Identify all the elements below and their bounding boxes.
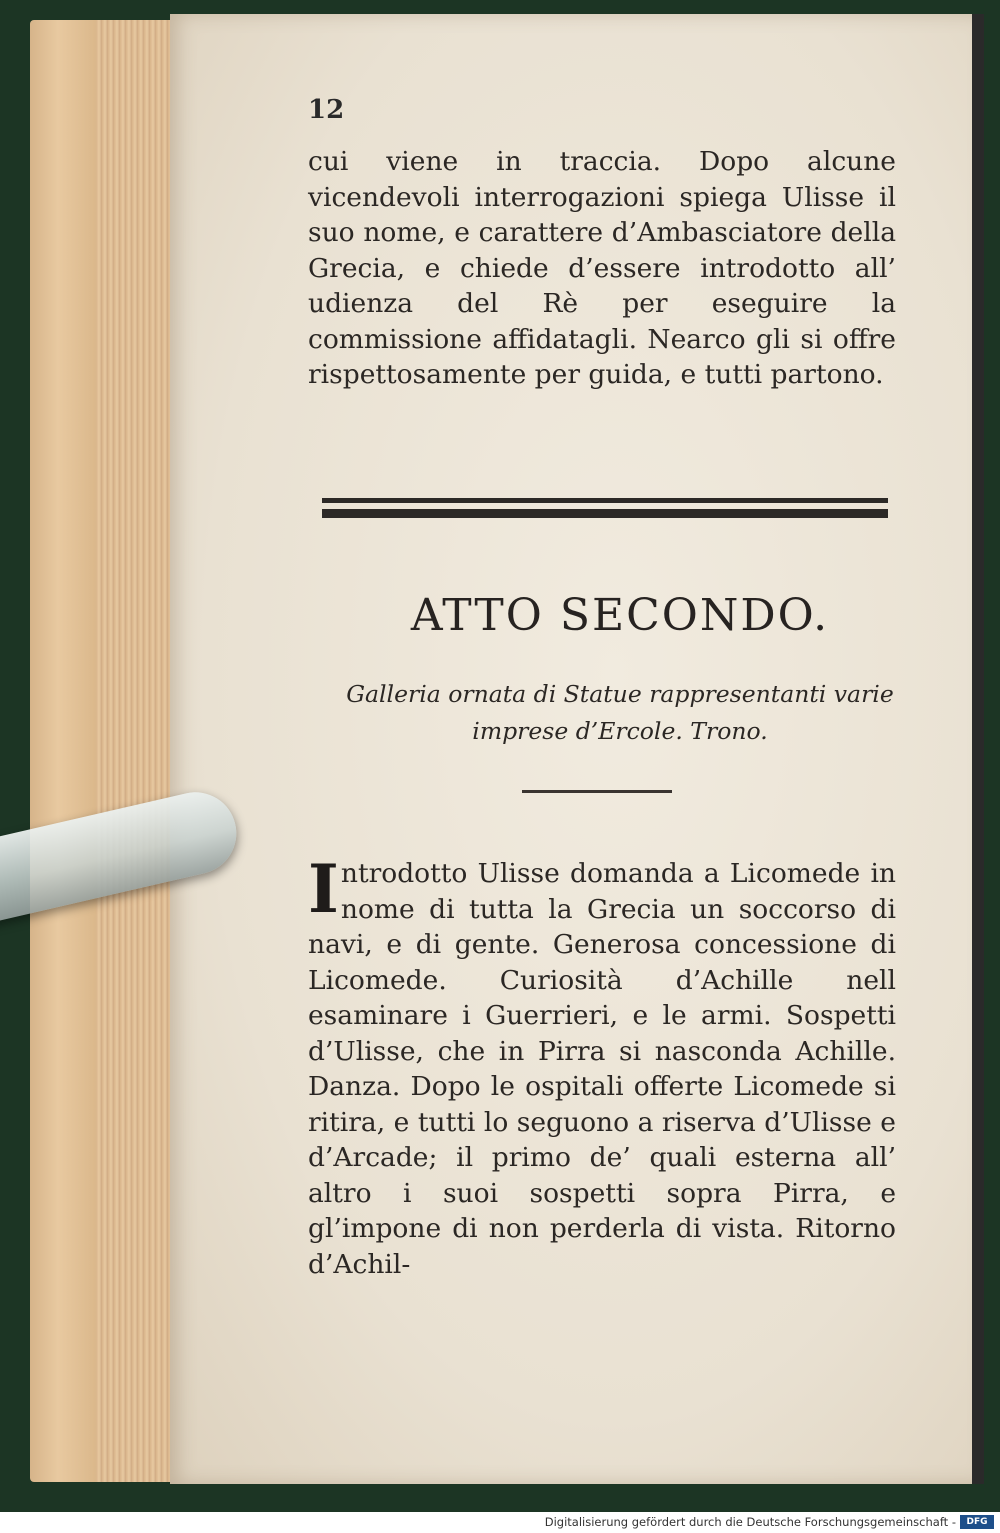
- body-paragraph-text: ntrodotto Ulisse domanda a Licomede in nome di tutta la Grecia un soccorso di navi, e di gente. Generosa concessione di Licomede. Curiosità d’Achille nell esaminare i Guerrieri, e le armi. Sospetti d’Ulisse, che in Pirra si nasconda Achille. Danza. Dopo le ospitali offerte Licomede si ritira, e tutti lo seguono a riserva d’Ulisse e d’Arcade; il primo de’ quali esterna all’ altro i suoi sospetti sopra Pirra, e gl’impone di non perderla di vista. Ritorno d’Achil-: [308, 858, 896, 1280]
- scene-line-1: Galleria ornata di Statue rappresentanti varie: [346, 680, 894, 708]
- page-right-shadow: [972, 14, 984, 1484]
- footer-bar: [0, 1512, 1000, 1533]
- book-page-edges-inner: [96, 20, 176, 1482]
- top-paragraph-text: cui viene in traccia. Dopo alcune vicendevoli interrogazioni spiega Ulisse il suo nome, e carattere d’Ambasciatore della Grecia, e chiede d’essere introdotto all’ udienza del Rè per eseguire la commissione affidatagli. Nearco gli si offre rispettosamente per guida, e tutti partono.: [308, 146, 896, 390]
- footer-credit: Digitalisierung gefördert durch die Deutsche Forschungsgemeinschaft -: [544, 1515, 956, 1529]
- scene-line-2: imprese d’Ercole. Trono.: [472, 717, 768, 745]
- book-page-edges-outer: [30, 20, 100, 1482]
- section-rule-thin: [322, 498, 888, 503]
- section-rule-thick: [322, 509, 888, 518]
- top-paragraph: [308, 144, 896, 393]
- act-heading: ATTO SECONDO.: [410, 590, 830, 641]
- scene-description: [300, 676, 940, 750]
- body-paragraph: [308, 850, 896, 1282]
- short-rule: [522, 790, 672, 793]
- drop-cap: I: [308, 850, 339, 928]
- dfg-logo: DFG: [960, 1515, 994, 1529]
- page-number: 12: [308, 95, 345, 125]
